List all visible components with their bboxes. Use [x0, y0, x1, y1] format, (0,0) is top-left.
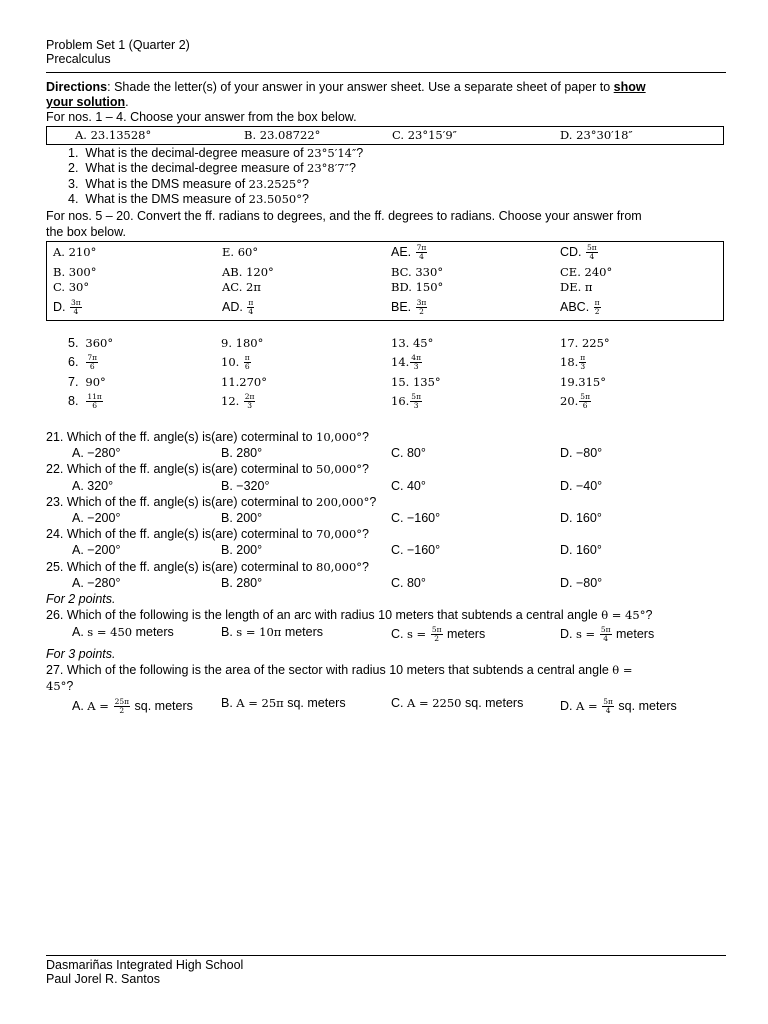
- fraction: [244, 393, 256, 410]
- item-15: 15. 135°: [391, 375, 441, 389]
- item-number: 6.: [68, 354, 79, 369]
- directions-emphasis-2: your solution: [46, 95, 126, 109]
- question-end: ?: [356, 146, 364, 160]
- item-7: [68, 375, 106, 390]
- denominator: 4: [248, 307, 254, 316]
- question-text: 23. Which of the ff. angle(s) is(are) coterminal to: [46, 495, 317, 509]
- denominator: 3: [413, 362, 419, 371]
- q21-choice-a: A. −280°: [72, 446, 121, 460]
- choice-cd: [560, 244, 599, 261]
- denominator: 2: [119, 706, 125, 715]
- question-text: What is the decimal-degree measure of: [85, 161, 308, 175]
- denominator: 4: [603, 634, 609, 643]
- question-math: 70,000°: [316, 527, 363, 541]
- header-title: Problem Set 1 (Quarter 2): [46, 38, 190, 52]
- q23-choice-a: A. −200°: [72, 511, 121, 525]
- choice-ad: [222, 299, 255, 316]
- question-end: ?: [362, 560, 369, 574]
- item-18: [560, 354, 587, 371]
- directions-text: : Shade the letter(s) of your answer in your answer sheet. Use a separate sheet of paper to: [107, 80, 614, 94]
- choice-letter: B.: [221, 696, 237, 710]
- question-end: ?: [301, 177, 309, 191]
- fraction: [86, 393, 102, 410]
- q26-choice-a: [72, 625, 174, 640]
- q27-choice-a: [72, 698, 193, 715]
- fraction: [586, 244, 598, 261]
- denominator: 6: [92, 401, 98, 410]
- question-number: 2.: [68, 161, 79, 175]
- choice-math: s =: [406, 626, 430, 641]
- q25-choice-b: B. 280°: [221, 576, 263, 590]
- item-17: 17. 225°: [560, 336, 610, 350]
- q21-choice-b: B. 280°: [221, 446, 263, 460]
- choice-letter: A.: [72, 625, 88, 639]
- question-21: [46, 430, 369, 445]
- denominator: 2: [434, 634, 440, 643]
- directions-label: Directions: [46, 80, 108, 94]
- item-number: 14.: [391, 354, 410, 369]
- fraction: [416, 299, 428, 316]
- choice-letter: C.: [391, 696, 407, 710]
- choice-unit: sq. meters: [283, 696, 346, 710]
- numerator: 11π: [87, 392, 102, 401]
- directions-cont: [46, 95, 129, 110]
- fraction: [416, 244, 428, 261]
- choice-letter: C.: [391, 626, 407, 641]
- part2-intro-2: the box below.: [46, 225, 126, 239]
- choice-math: A =: [575, 698, 602, 713]
- q27-choice-b: [221, 696, 346, 711]
- choice-letter: B.: [221, 625, 237, 639]
- choice-unit: meters: [132, 625, 174, 639]
- question-24: [46, 527, 369, 542]
- question-end: ?: [66, 679, 74, 693]
- item-number: 16.: [391, 393, 410, 408]
- denominator: 6: [89, 362, 95, 371]
- item-19: 19.315°: [560, 375, 606, 389]
- choice-de-pi: DE. π: [560, 280, 593, 294]
- directions: [46, 80, 646, 95]
- item-value: 360°: [85, 336, 114, 350]
- q23-choice-d: D. 160°: [560, 511, 602, 525]
- choice-label: ABC.: [560, 299, 590, 314]
- numerator: 3π: [70, 298, 81, 307]
- question-text: 25. Which of the ff. angle(s) is(are) coterminal to: [46, 560, 317, 574]
- choice-unit: meters: [281, 625, 324, 639]
- choice-label: CD.: [560, 244, 582, 259]
- q25-choice-a: A. −280°: [72, 576, 121, 590]
- choice-be: [391, 299, 428, 316]
- item-12: [221, 393, 256, 410]
- question-math: 200,000°: [316, 495, 370, 509]
- question-text: 26. Which of the following is the length of an arc with radius 10 meters that subtends a central angle: [46, 608, 602, 622]
- directions-end: .: [125, 95, 129, 109]
- numerator: 4π: [411, 353, 421, 362]
- question-number: 3.: [68, 177, 79, 191]
- q22-choice-c: C. 40°: [391, 479, 426, 493]
- q24-choice-b: B. 200°: [221, 543, 263, 557]
- denominator: 3: [413, 401, 419, 410]
- question-math: 23.5050°: [248, 192, 302, 206]
- question-text: 21. Which of the ff. angle(s) is(are) coterminal to: [46, 430, 317, 444]
- numerator: 3π: [416, 298, 427, 307]
- part1-choice-a: A. 23.13528°: [75, 128, 152, 142]
- fraction: [86, 354, 98, 371]
- question-math: 23°5′14″: [307, 146, 357, 160]
- choice-ce-240: CE. 240°: [560, 265, 613, 279]
- numerator: 5π: [580, 392, 590, 401]
- q26-choice-d: [560, 626, 654, 643]
- choice-e-60: E. 60°: [222, 245, 259, 259]
- item-11: 11.270°: [221, 375, 267, 389]
- item-16: [391, 393, 423, 410]
- numerator: 5π: [431, 625, 442, 634]
- question-4: [68, 192, 309, 207]
- item-20: [560, 393, 592, 410]
- fraction: [70, 299, 82, 316]
- footer-author: Paul Jorel R. Santos: [46, 972, 160, 986]
- choice-math: s = 10π: [236, 625, 282, 639]
- question-text: What is the DMS measure of: [85, 177, 249, 191]
- q22-choice-d: D. −40°: [560, 479, 603, 493]
- numerator: 5π: [600, 625, 611, 634]
- item-8: [68, 393, 104, 410]
- question-text: 22. Which of the ff. angle(s) is(are) coterminal to: [46, 462, 317, 476]
- item-value: 90°: [85, 375, 106, 389]
- q25-choice-d: D. −80°: [560, 576, 603, 590]
- denominator: 4: [419, 252, 424, 261]
- footer-rule: [46, 955, 726, 956]
- choice-c-30: C. 30°: [53, 280, 90, 294]
- choice-d: [53, 299, 83, 316]
- choice-ae: [391, 244, 428, 261]
- question-1: [68, 146, 363, 161]
- fraction: [244, 354, 251, 371]
- question-math: 50,000°: [316, 462, 363, 476]
- fraction: [247, 299, 254, 316]
- item-number: 7.: [68, 375, 79, 389]
- q26-choice-b: [221, 625, 323, 640]
- question-2: [68, 161, 356, 176]
- question-end: ?: [301, 192, 309, 206]
- choice-unit: meters: [443, 626, 486, 641]
- numerator: 7π: [87, 353, 98, 362]
- numerator: π: [580, 353, 586, 362]
- q26-choice-c: [391, 626, 485, 643]
- choice-unit: sq. meters: [614, 698, 677, 713]
- q24-choice-d: D. 160°: [560, 543, 602, 557]
- question-text: 24. Which of the ff. angle(s) is(are) coterminal to: [46, 527, 317, 541]
- question-math: 23°8′7″: [307, 161, 349, 175]
- question-3: [68, 177, 309, 192]
- fraction: [579, 354, 586, 371]
- choice-label: D.: [53, 299, 66, 314]
- fraction: [410, 393, 422, 410]
- numerator: 2π: [244, 392, 255, 401]
- question-math: 10,000°: [316, 430, 363, 444]
- question-22: [46, 462, 369, 477]
- numerator: π: [248, 298, 254, 307]
- question-math: θ = 45°: [601, 608, 646, 622]
- choice-unit: sq. meters: [131, 698, 193, 713]
- item-number: 10.: [221, 354, 240, 369]
- question-27-cont: [46, 679, 73, 694]
- choice-bd-150: BD. 150°: [391, 280, 444, 294]
- numerator: 5π: [411, 392, 421, 401]
- question-end: ?: [348, 161, 356, 175]
- q27-choice-d: [560, 698, 677, 715]
- header-subject: Precalculus: [46, 52, 111, 66]
- item-number: 18.: [560, 354, 579, 369]
- fraction: [600, 626, 612, 643]
- question-26: [46, 608, 652, 623]
- question-end: ?: [369, 495, 377, 509]
- choice-letter: D.: [560, 626, 576, 641]
- denominator: 4: [589, 252, 595, 261]
- numerator: 5π: [603, 697, 613, 706]
- part1-choice-c: C. 23°15′9″: [392, 128, 457, 142]
- numerator: π: [244, 353, 250, 362]
- fraction: [410, 354, 422, 371]
- question-25: [46, 560, 369, 575]
- item-number: 8.: [68, 393, 79, 408]
- item-14: [391, 354, 423, 371]
- choice-a-210: A. 210°: [53, 245, 97, 259]
- choice-math: s = 450: [87, 625, 133, 639]
- part2-intro-1: For nos. 5 – 20. Convert the ff. radians to degrees, and the ff. degrees to radians. Choose your answer from: [46, 209, 642, 223]
- denominator: 4: [73, 307, 79, 316]
- choice-unit: meters: [612, 626, 655, 641]
- q27-choice-c: [391, 696, 523, 711]
- question-end: ?: [362, 527, 369, 541]
- question-math: 23.2525°: [248, 177, 302, 191]
- fraction: [114, 698, 130, 715]
- part1-intro: For nos. 1 – 4. Choose your answer from the box below.: [46, 110, 357, 124]
- choice-math: A = 2250: [406, 696, 462, 710]
- denominator: 6: [582, 401, 588, 410]
- item-13: 13. 45°: [391, 336, 434, 350]
- part1-choice-d: D. 23°30′18″: [560, 128, 633, 142]
- q22-choice-b: B. −320°: [221, 479, 270, 493]
- item-number: 20.: [560, 393, 579, 408]
- question-27: [46, 663, 633, 678]
- choice-b-300: B. 300°: [53, 265, 97, 279]
- denominator: 3: [580, 362, 586, 371]
- choice-abc: [560, 299, 602, 316]
- choice-label: AE.: [391, 244, 412, 259]
- question-number: 4.: [68, 192, 79, 206]
- item-9: 9. 180°: [221, 336, 264, 350]
- choice-math: s =: [575, 626, 599, 641]
- numerator: 7π: [416, 243, 427, 252]
- question-math: 45°: [46, 679, 67, 693]
- question-end: ?: [645, 608, 653, 622]
- footer-school: Dasmariñas Integrated High School: [46, 958, 244, 972]
- directions-emphasis-1: show: [613, 80, 646, 94]
- choice-math: A = 25π: [236, 696, 284, 710]
- fraction: [431, 626, 443, 643]
- q24-choice-a: A. −200°: [72, 543, 121, 557]
- points-label-2: For 2 points.: [46, 592, 116, 606]
- item-6: [68, 354, 99, 371]
- numerator: 5π: [587, 243, 597, 252]
- denominator: 2: [419, 307, 424, 316]
- denominator: 6: [244, 362, 250, 371]
- numerator: 25π: [114, 697, 130, 706]
- question-number: 1.: [68, 146, 79, 160]
- question-text: What is the DMS measure of: [85, 192, 249, 206]
- question-text: What is the decimal-degree measure of: [85, 146, 308, 160]
- choice-math: A =: [87, 698, 113, 713]
- q21-choice-d: D. −80°: [560, 446, 603, 460]
- q22-choice-a: A. 320°: [72, 479, 114, 493]
- denominator: 2: [594, 307, 600, 316]
- choice-ac-2pi: AC. 2π: [222, 280, 261, 294]
- question-end: ?: [362, 430, 369, 444]
- choice-letter: D.: [560, 698, 576, 713]
- question-end: ?: [362, 462, 369, 476]
- part1-choice-box: [46, 126, 724, 145]
- fraction: [602, 698, 614, 715]
- item-10: [221, 354, 252, 371]
- q23-choice-b: B. 200°: [221, 511, 263, 525]
- choice-label: AD.: [222, 299, 243, 314]
- question-text: 27. Which of the following is the area of the sector with radius 10 meters that subtends a central angle: [46, 663, 613, 677]
- choice-label: BE.: [391, 299, 412, 314]
- header-rule: [46, 72, 726, 73]
- fraction: [579, 393, 591, 410]
- part1-choice-b: B. 23.08722°: [244, 128, 321, 142]
- points-label-3: For 3 points.: [46, 647, 116, 661]
- denominator: 3: [247, 401, 253, 410]
- numerator: π: [594, 298, 600, 307]
- q23-choice-c: C. −160°: [391, 511, 441, 525]
- choice-letter: A.: [72, 698, 88, 713]
- choice-ab-120: AB. 120°: [222, 265, 274, 279]
- question-math: 80,000°: [316, 560, 363, 574]
- denominator: 4: [605, 706, 611, 715]
- item-number: 5.: [68, 336, 79, 350]
- item-number: 12.: [221, 393, 240, 408]
- part2-choice-box: [46, 241, 724, 321]
- fraction: [594, 299, 601, 316]
- choice-bc-330: BC. 330°: [391, 265, 444, 279]
- q24-choice-c: C. −160°: [391, 543, 441, 557]
- item-5: [68, 336, 113, 351]
- q21-choice-c: C. 80°: [391, 446, 426, 460]
- q25-choice-c: C. 80°: [391, 576, 426, 590]
- question-23: [46, 495, 376, 510]
- question-math: θ =: [612, 663, 633, 677]
- choice-unit: sq. meters: [461, 696, 524, 710]
